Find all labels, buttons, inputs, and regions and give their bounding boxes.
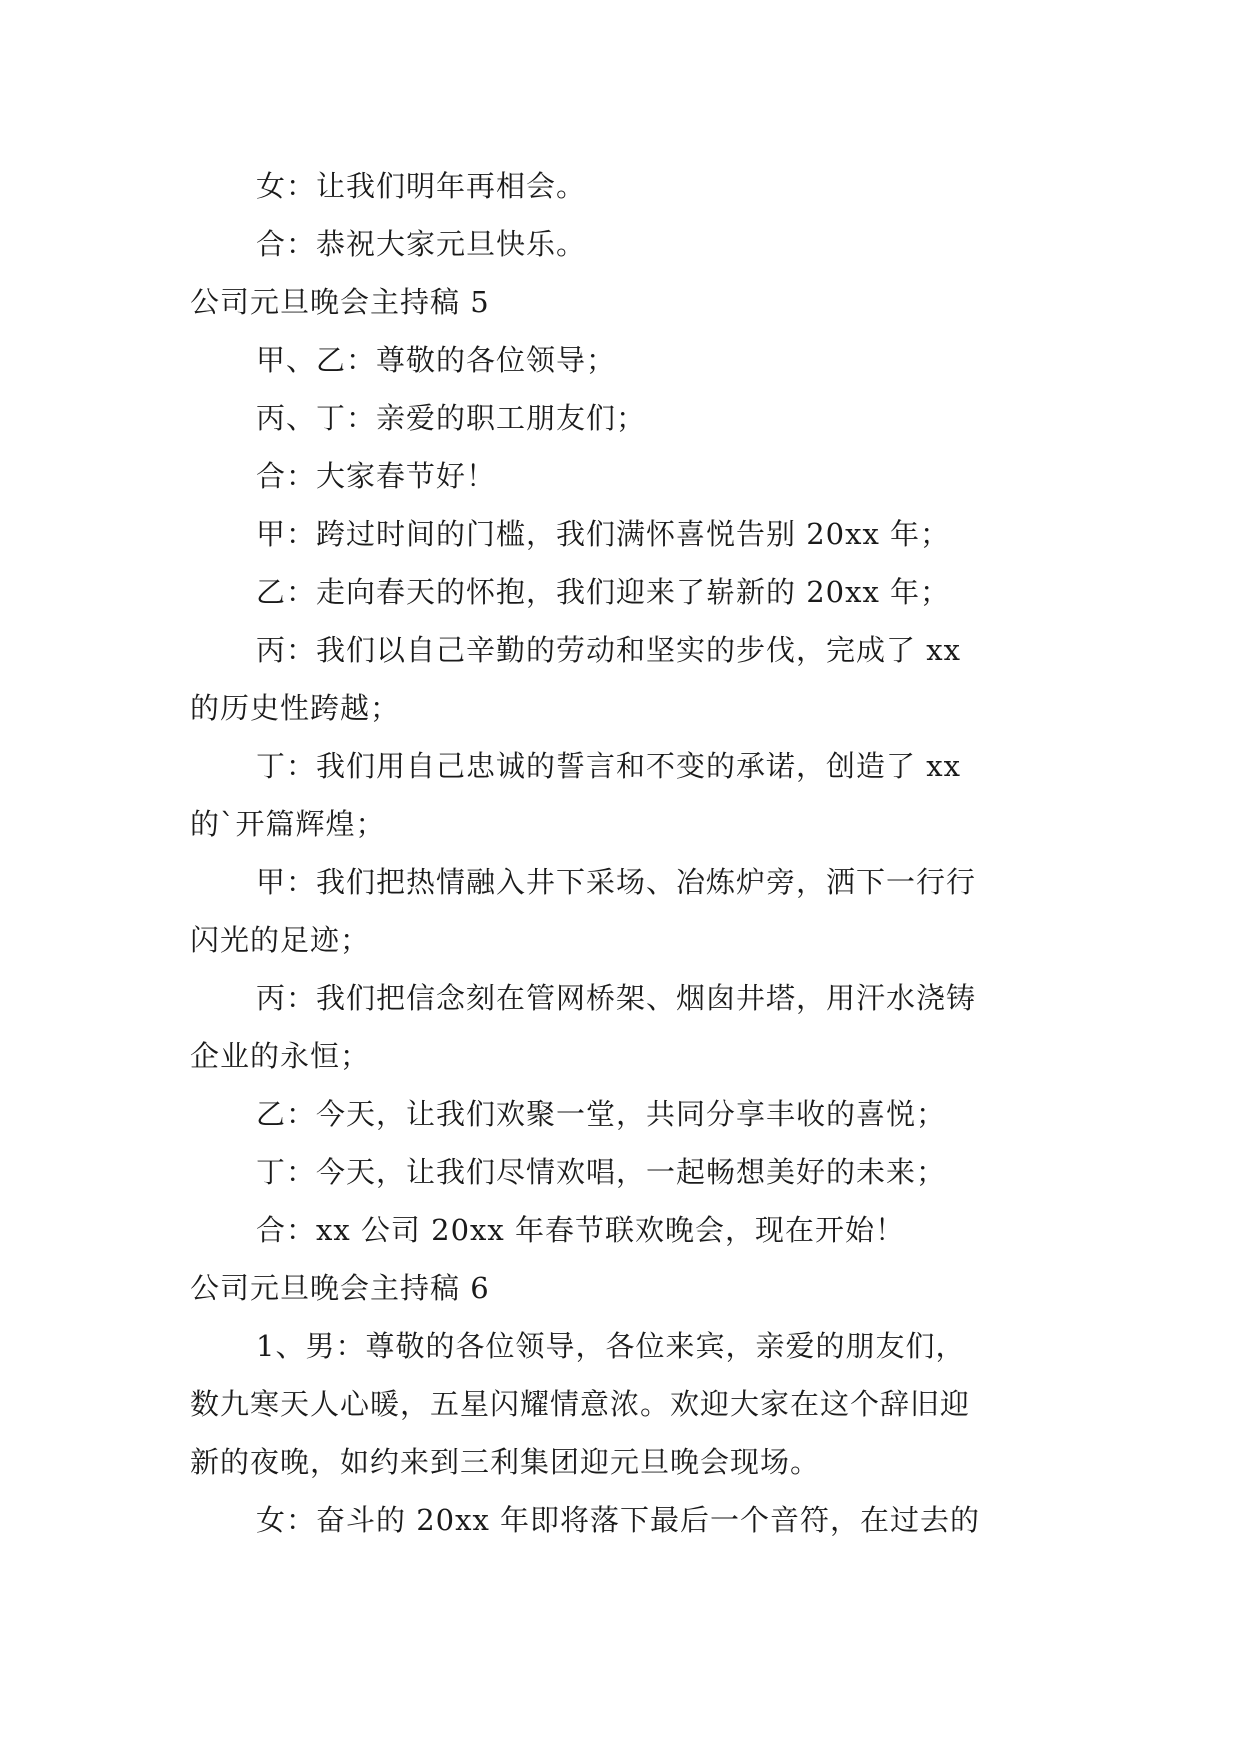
text-line: 丙：我们把信念刻在管网桥架、烟囱井塔，用汗水浇铸 [256, 981, 977, 1015]
text-line: 数九寒天人心暖，五星闪耀情意浓。欢迎大家在这个辞旧迎 [190, 1387, 971, 1421]
document-body [190, 157, 1060, 1549]
text-line: 乙：走向春天的怀抱，我们迎来了崭新的 20xx 年； [256, 575, 951, 609]
text-line: 企业的永恒； [190, 1039, 371, 1073]
text-line: 女：让我们明年再相会。 [256, 169, 587, 203]
text-line: 的`开篇辉煌； [190, 807, 386, 841]
section-heading: 公司元旦晚会主持稿 5 [190, 285, 490, 319]
text-line: 乙：今天，让我们欢聚一堂，共同分享丰收的喜悦； [256, 1097, 947, 1131]
text-line: 闪光的足迹； [190, 923, 371, 957]
text-line: 丙、丁：亲爱的职工朋友们； [256, 401, 647, 435]
text-line: 的历史性跨越； [190, 691, 401, 725]
text-line: 1、男：尊敬的各位领导，各位来宾，亲爱的朋友们， [256, 1329, 966, 1363]
text-line: 新的夜晚，如约来到三利集团迎元旦晚会现场。 [190, 1445, 821, 1479]
text-line: 丙：我们以自己辛勤的劳动和坚实的步伐，完成了 xx [256, 633, 961, 667]
text-line: 甲：跨过时间的门槛，我们满怀喜悦告别 20xx 年； [256, 517, 951, 551]
text-line: 女：奋斗的 20xx 年即将落下最后一个音符，在过去的 [256, 1503, 981, 1537]
text-line: 合：xx 公司 20xx 年春节联欢晚会，现在开始！ [256, 1213, 905, 1247]
section-heading: 公司元旦晚会主持稿 6 [190, 1271, 490, 1305]
text-line: 丁：今天，让我们尽情欢唱，一起畅想美好的未来； [256, 1155, 947, 1189]
text-line: 甲：我们把热情融入井下采场、冶炼炉旁，洒下一行行 [256, 865, 977, 899]
text-line: 甲、乙：尊敬的各位领导； [256, 343, 617, 377]
text-line: 合：大家春节好！ [256, 459, 497, 493]
text-line: 合：恭祝大家元旦快乐。 [256, 227, 587, 261]
text-line: 丁：我们用自己忠诚的誓言和不变的承诺，创造了 xx [256, 749, 961, 783]
